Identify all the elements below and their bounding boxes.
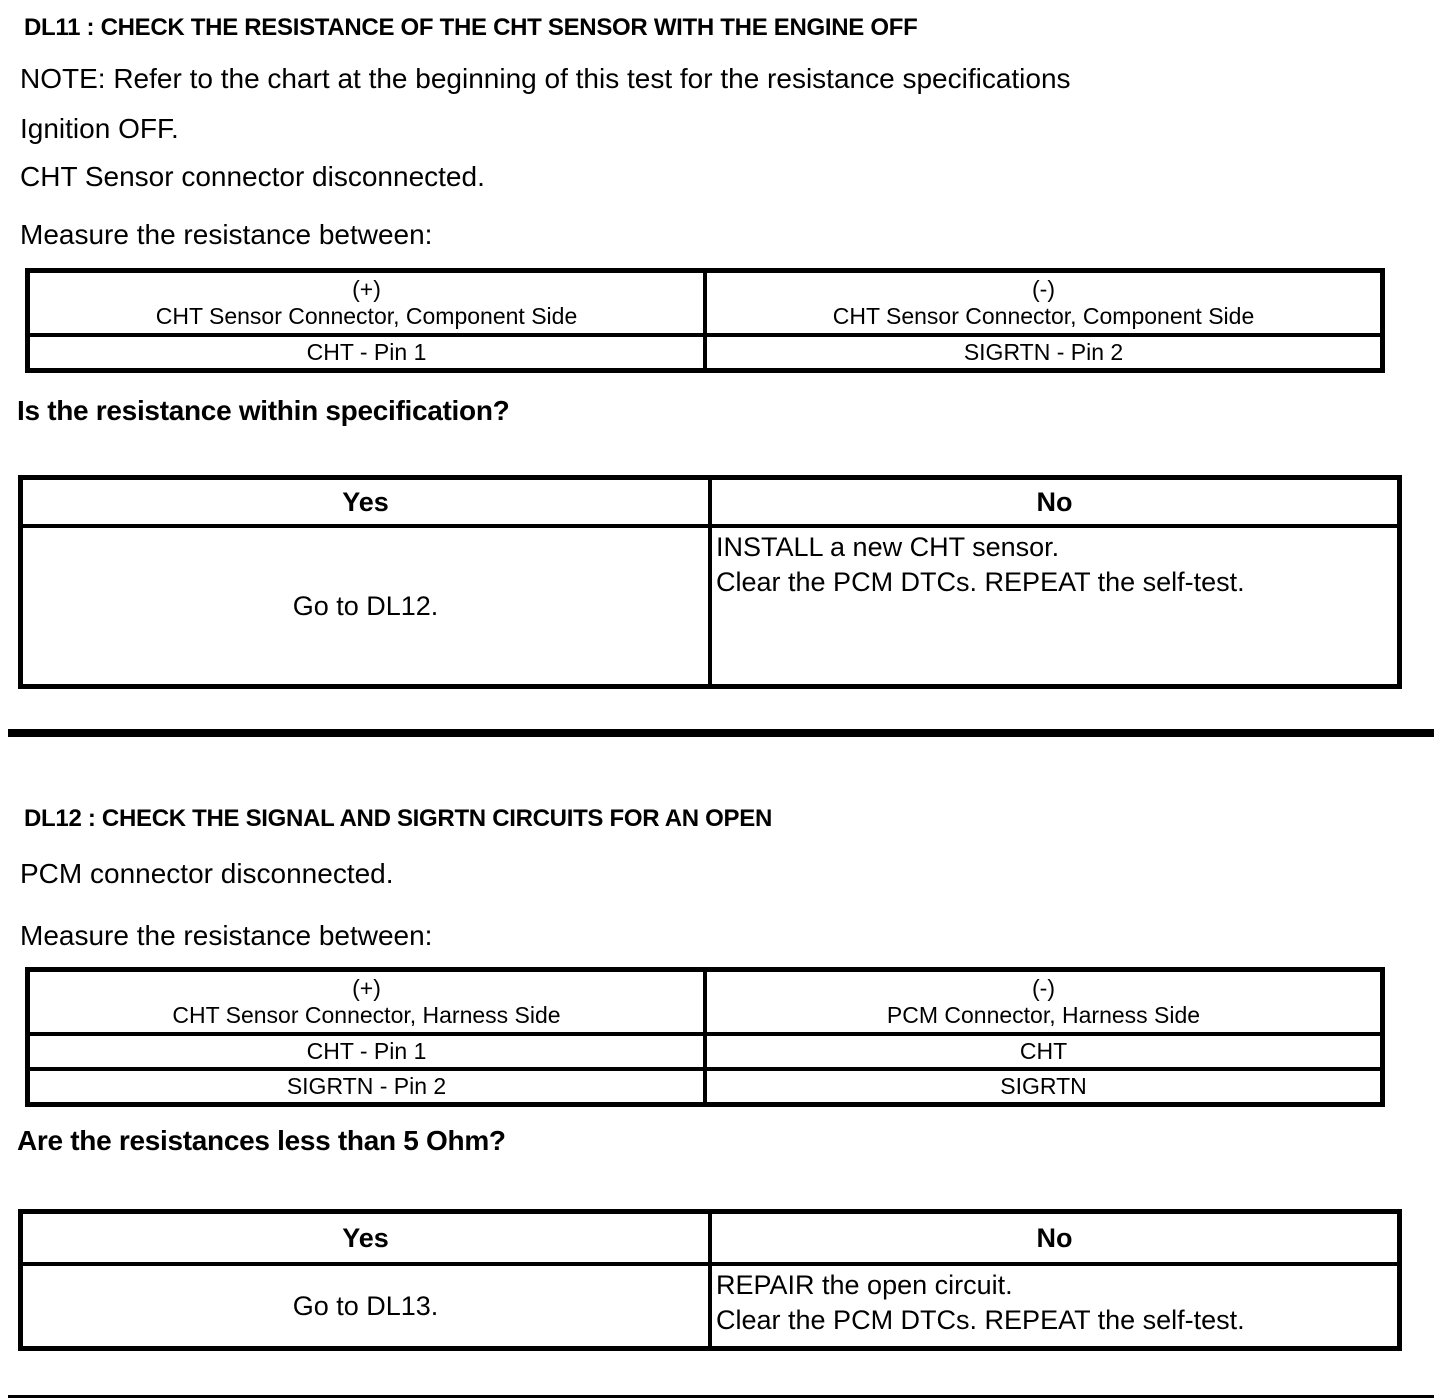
section-dl12-heading: DL12 : CHECK THE SIGNAL AND SIGRTN CIRCUITS FOR AN OPEN	[24, 805, 772, 832]
negative-connector-label: PCM Connector, Harness Side	[886, 1002, 1201, 1028]
dl11-measurement-table	[25, 268, 1385, 373]
no-column-header: No	[710, 1212, 1400, 1265]
section-dl11-heading: DL11 : CHECK THE RESISTANCE OF THE CHT SENSOR WITH THE ENGINE OFF	[24, 14, 918, 41]
decision-body-row	[21, 526, 1400, 687]
decision-header-row	[21, 478, 1400, 527]
positive-polarity-label: (+)	[352, 975, 381, 1001]
positive-terminal-header	[28, 970, 706, 1035]
dl12-step-pcm-disconnected: PCM connector disconnected.	[20, 858, 394, 889]
positive-connector-label: CHT Sensor Connector, Component Side	[155, 303, 578, 329]
decision-body-row	[21, 1264, 1400, 1349]
no-column-header: No	[710, 478, 1400, 527]
negative-terminal-header	[705, 970, 1383, 1035]
positive-pin-cell: SIGRTN - Pin 2	[28, 1069, 706, 1105]
negative-pin-cell: SIGRTN	[705, 1069, 1383, 1105]
table-row	[28, 1069, 1383, 1105]
section-divider-rule	[8, 729, 1434, 737]
table-header-row	[28, 970, 1383, 1035]
negative-connector-label: CHT Sensor Connector, Component Side	[832, 303, 1255, 329]
yes-action-cell: Go to DL13.	[21, 1264, 711, 1349]
table-row	[28, 1034, 1383, 1069]
dl11-question: Is the resistance within specification?	[17, 395, 510, 426]
negative-polarity-label: (-)	[1032, 276, 1055, 302]
dl11-note-text: NOTE: Refer to the chart at the beginning of this test for the resistance specifications	[20, 63, 1071, 94]
positive-polarity-label: (+)	[352, 276, 381, 302]
positive-pin-cell: CHT - Pin 1	[28, 1034, 706, 1069]
yes-column-header: Yes	[21, 478, 711, 527]
table-row	[28, 335, 1383, 371]
no-action-line: INSTALL a new CHT sensor.	[716, 532, 1060, 562]
yes-column-header: Yes	[21, 1212, 711, 1265]
negative-terminal-header	[705, 271, 1383, 336]
no-action-line: REPAIR the open circuit.	[716, 1270, 1013, 1300]
positive-pin-cell: CHT - Pin 1	[28, 335, 706, 371]
no-action-cell	[710, 1264, 1400, 1349]
dl11-step-connector-disconnected: CHT Sensor connector disconnected.	[20, 161, 485, 192]
yes-action-cell: Go to DL12.	[21, 526, 711, 687]
dl12-question: Are the resistances less than 5 Ohm?	[17, 1125, 506, 1156]
dl12-measurement-table	[25, 967, 1385, 1107]
no-action-line: Clear the PCM DTCs. REPEAT the self-test.	[716, 567, 1245, 597]
negative-pin-cell: SIGRTN - Pin 2	[705, 335, 1383, 371]
dl12-measure-label: Measure the resistance between:	[20, 920, 433, 951]
decision-header-row	[21, 1212, 1400, 1265]
positive-connector-label: CHT Sensor Connector, Harness Side	[172, 1002, 561, 1028]
dl11-measure-label: Measure the resistance between:	[20, 219, 433, 250]
table-header-row	[28, 271, 1383, 336]
dl11-decision-table	[18, 475, 1402, 689]
no-action-cell	[710, 526, 1400, 687]
positive-terminal-header	[28, 271, 706, 336]
negative-pin-cell: CHT	[705, 1034, 1383, 1069]
dl12-decision-table	[18, 1209, 1402, 1351]
no-action-line: Clear the PCM DTCs. REPEAT the self-test.	[716, 1305, 1245, 1335]
negative-polarity-label: (-)	[1032, 975, 1055, 1001]
dl11-step-ignition-off: Ignition OFF.	[20, 113, 179, 144]
